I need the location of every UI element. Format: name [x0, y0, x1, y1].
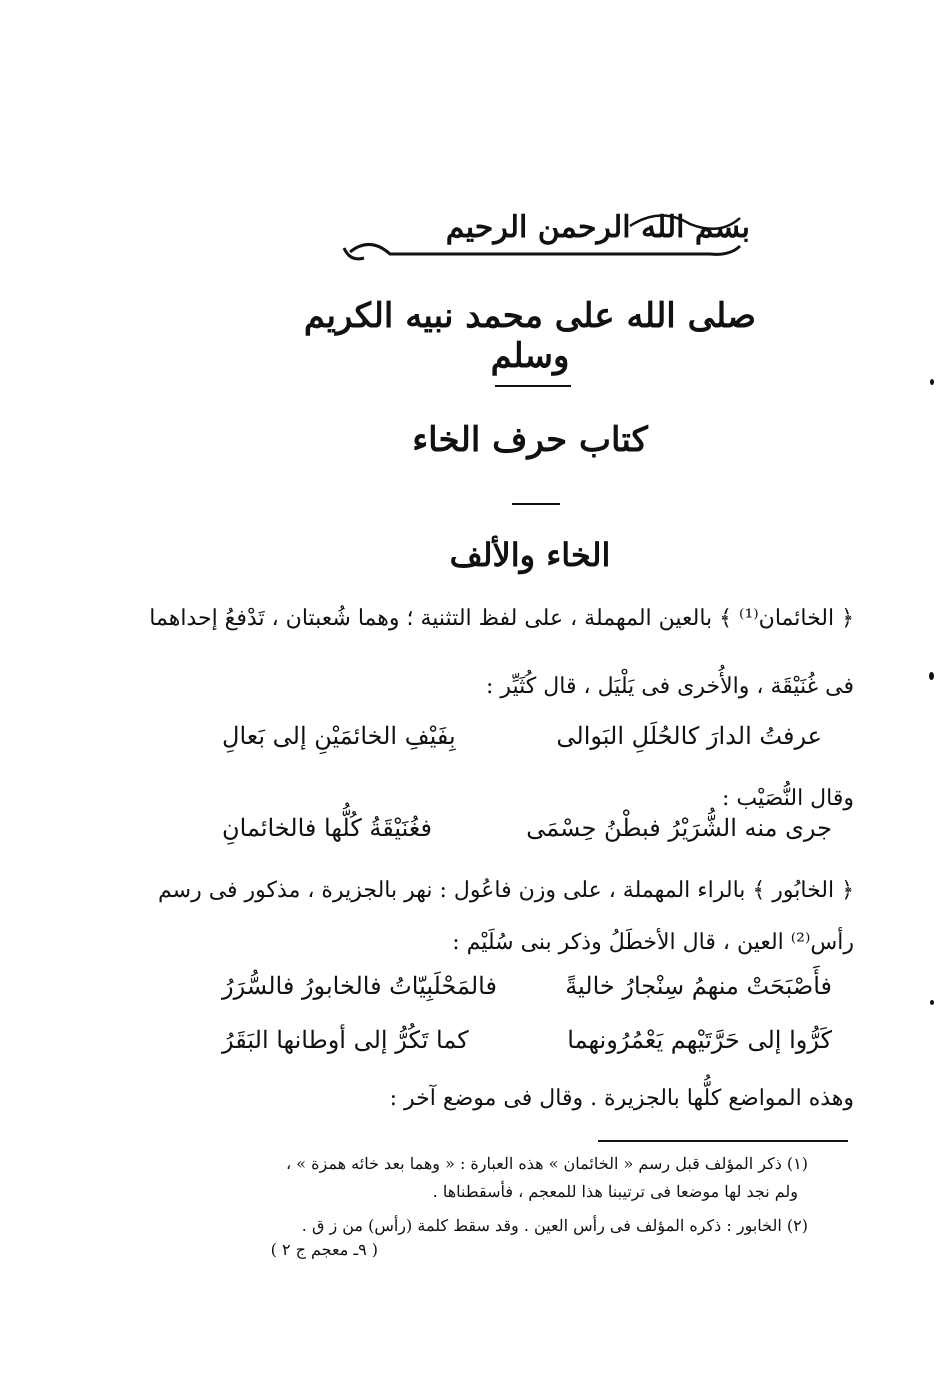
- footnote: ولم نجد لها موضعا فى ترتيبنا هذا للمعجم ، فأسقطناها .: [432, 1182, 798, 1201]
- verse-second-hemistich: فغُنَيْقَةُ كُلُّها فالخائمانِ: [222, 814, 432, 842]
- poem-verse: [222, 720, 822, 760]
- entry-line: فى غُنَيْقَة ، والأُخرى فى يَلْيَل ، قال كُثَيِّر :: [485, 674, 854, 699]
- book-title: كتاب حرف الخاء: [412, 420, 648, 460]
- verse-first-hemistich: فأَصْبَحَتْ منهمُ سِنْجارُ خاليةً: [565, 972, 832, 1000]
- entry-line: وقال النُّصَيْب :: [722, 786, 854, 811]
- scan-speck: [930, 379, 934, 385]
- verse-second-hemistich: كما تَكُرُّ إلى أوطانها البَقَرُ: [222, 1026, 469, 1054]
- divider-rule: [512, 503, 560, 505]
- verse-first-hemistich: عرفتُ الدارَ كالحُلَلِ البَوالى: [556, 722, 822, 750]
- divider-rule: [495, 385, 571, 387]
- footnote: (١) ذكر المؤلف قبل رسم « الخائمان » هذه العبارة : « وهما بعد خائه همزة » ،: [286, 1154, 808, 1173]
- footnote-divider: [598, 1140, 848, 1142]
- signature-mark: ( ٩ـ معجم ج ٢ ): [270, 1240, 378, 1259]
- section-title: الخاء والألف: [449, 536, 611, 574]
- poem-verse: [222, 812, 832, 852]
- salutation-line: صلى الله على محمد نبيه الكريم وسلم: [303, 296, 757, 376]
- verse-second-hemistich: فالمَحْلَبِيّاتُ فالخابورُ فالسُّرَرُ: [222, 972, 497, 1000]
- poem-verse: [222, 970, 832, 1010]
- entry-line: وهذه المواضع كلُّها بالجزيرة . وقال فى موضع آخر :: [389, 1086, 854, 1111]
- basmala-ornament: [330, 196, 770, 276]
- verse-second-hemistich: بِفَيْفِ الخائمَيْنِ إلى بَعالِ: [222, 722, 456, 750]
- scan-speck: [930, 1000, 934, 1005]
- verse-first-hemistich: كَرُّوا إلى حَرَّتَيْهم يَعْمُرُونهما: [567, 1026, 832, 1054]
- scan-speck: [929, 672, 934, 680]
- entry-line: رأس⁽²⁾ العين ، قال الأخطَلُ وذكر بنى سُلَيْم :: [452, 930, 854, 955]
- footnote: (٢) الخابور : ذكره المؤلف فى رأس العين . وقد سقط كلمة (رأس) من ز ق .: [301, 1216, 808, 1235]
- verse-first-hemistich: جرى منه الشُّرَيْرُ فبطْنُ حِسْمَى: [526, 814, 832, 842]
- entry-line: ﴿ الخائمان⁽¹⁾ ﴾ بالعين المهملة ، على لفظ التثنية ؛ وهما شُعبتان ، تَدْفعُ إحداهما: [149, 606, 854, 631]
- entry-line: ﴿ الخابُور ﴾ بالراء المهملة ، على وزن فاعُول : نهر بالجزيرة ، مذكور فى رسم: [158, 878, 854, 903]
- poem-verse: [222, 1024, 832, 1064]
- basmala-text: بسم الله الرحمن الرحيم: [445, 210, 750, 245]
